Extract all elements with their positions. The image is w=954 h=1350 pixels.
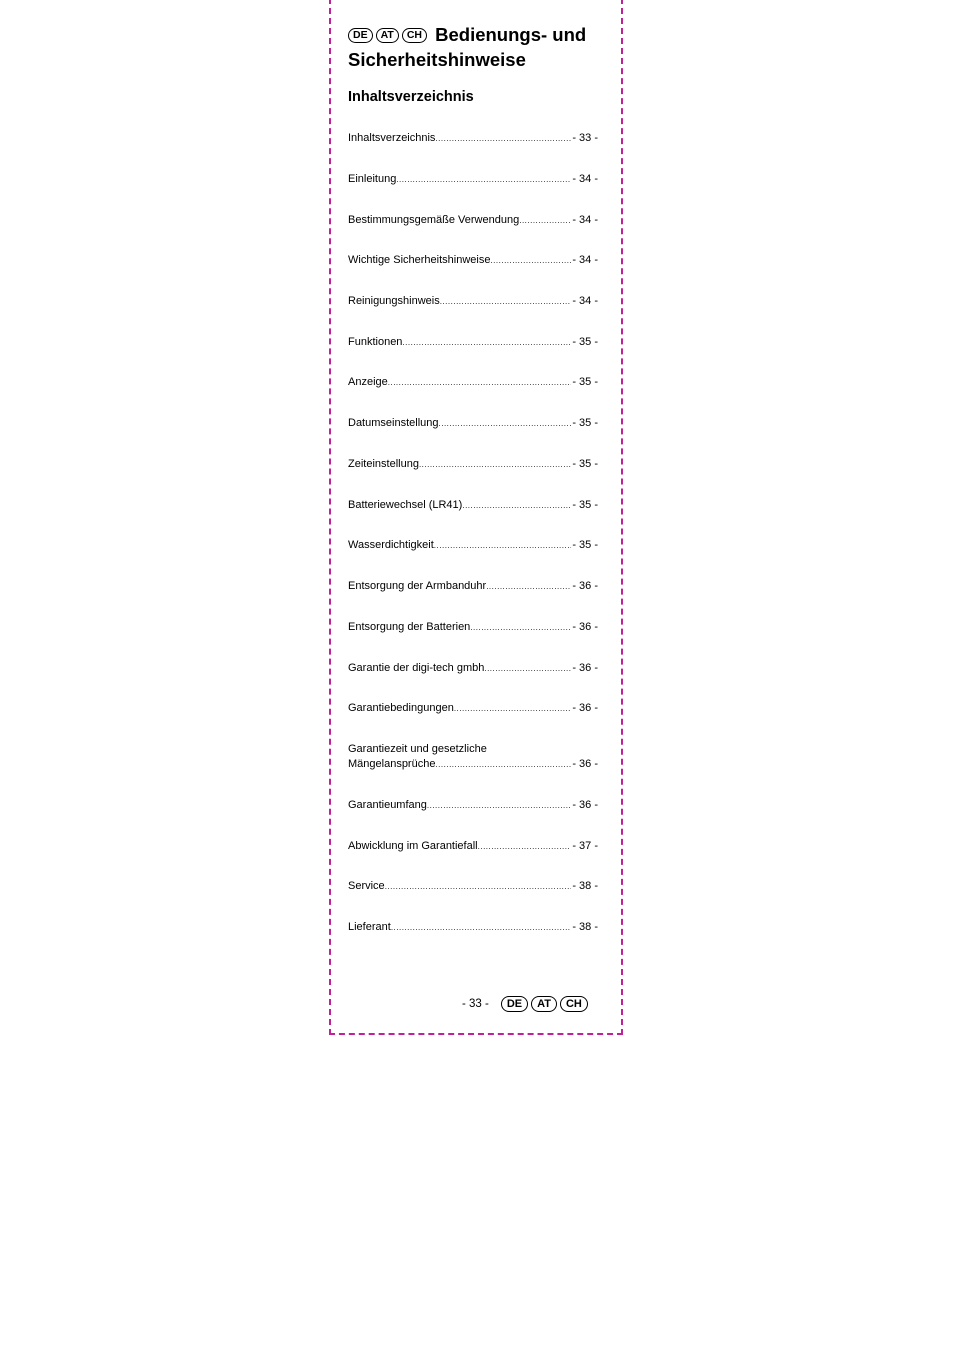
toc-leader-dots [396,172,571,187]
toc-entry[interactable] [348,335,598,350]
toc-entry-label: Mängelansprüche [348,758,436,770]
toc-leader-dots [435,757,571,772]
country-badge-at: AT [531,996,557,1012]
toc-leader-dots [402,335,571,350]
toc-entry[interactable] [348,920,598,935]
toc-entry[interactable] [348,579,598,594]
toc-entry-label-line1: Garantiezeit und gesetzliche [348,743,487,755]
toc-leader-dots [419,457,571,472]
toc-entry-label: Datumseinstellung [348,417,439,429]
document-title [348,22,618,72]
country-badge-ch: CH [560,996,588,1012]
toc-entry-label: Wasserdichtigkeit [348,539,434,551]
toc-entry[interactable] [348,798,598,813]
toc-entry[interactable] [348,457,598,472]
toc-entry[interactable] [348,253,598,268]
toc-entry-label: Inhaltsverzeichnis [348,132,436,144]
toc-entry[interactable] [348,498,598,513]
toc-entry-label: Service [348,880,385,892]
toc-entry-page: - 35 - [572,499,598,511]
toc-entry-page: - 34 - [572,254,598,266]
page-footer [462,995,591,1013]
toc-entry-page: - 35 - [572,458,598,470]
toc-entry-label: Garantie der digi-tech gmbh [348,662,485,674]
country-badge-de: DE [501,996,528,1012]
toc-leader-dots [462,498,571,513]
toc-entry[interactable] [348,742,598,772]
toc-entry-page: - 38 - [572,921,598,933]
toc-leader-dots [440,294,572,309]
toc-entry-page: - 36 - [572,621,598,633]
toc-entry-label: Zeiteinstellung [348,458,419,470]
toc-entry-label: Entsorgung der Batterien [348,621,471,633]
country-badge-at: AT [376,28,399,43]
title-text-1: Bedienungs- und [435,24,587,45]
toc-leader-dots [478,839,572,854]
toc-leader-dots [490,253,571,268]
toc-leader-dots [391,920,572,935]
toc-leader-dots [388,375,572,390]
country-badge-ch: CH [402,28,427,43]
toc-heading: Inhaltsverzeichnis [348,89,474,105]
toc-entry[interactable] [348,172,598,187]
toc-entry-page: - 38 - [572,880,598,892]
toc-entry-page: - 35 - [572,539,598,551]
toc-entry-page: - 34 - [572,295,598,307]
page-number: - 33 - [462,998,489,1010]
toc-leader-dots [427,798,571,813]
toc-entry[interactable] [348,839,598,854]
toc-entry[interactable] [348,538,598,553]
toc-entry-label: Reinigungshinweis [348,295,440,307]
toc-entry-page: - 36 - [572,702,598,714]
toc-leader-dots [434,538,572,553]
toc-entry[interactable] [348,416,598,431]
toc-entry-label: Wichtige Sicherheitshinweise [348,254,491,266]
toc-leader-dots [484,661,571,676]
toc-leader-dots [385,879,572,894]
toc-entry[interactable] [348,294,598,309]
title-line-1 [348,22,618,47]
toc-entry[interactable] [348,213,598,228]
toc-entry-page: - 36 - [572,662,598,674]
toc-entry-page: - 35 - [572,417,598,429]
toc-entry[interactable] [348,131,598,146]
title-line-2: Sicherheitshinweise [348,49,526,70]
toc-entry-label: Garantiebedingungen [348,702,454,714]
toc-entry-label: Abwicklung im Garantiefall [348,840,478,852]
toc-entry-page: - 35 - [572,336,598,348]
toc-entry-page: - 34 - [572,173,598,185]
toc-entry-page: - 37 - [572,840,598,852]
toc-leader-dots [470,620,571,635]
toc-entry-label: Anzeige [348,376,388,388]
toc-entry-label: Funktionen [348,336,403,348]
toc-entry-page: - 36 - [572,758,598,770]
toc-leader-dots [486,579,571,594]
toc-entry-page: - 35 - [572,376,598,388]
toc-entry-page: - 34 - [572,214,598,226]
toc-entry[interactable] [348,375,598,390]
toc-entry-label: Garantieumfang [348,799,427,811]
toc-leader-dots [454,701,572,716]
toc-leader-dots [519,213,571,228]
toc-entry[interactable] [348,701,598,716]
toc-entry-label: Batteriewechsel (LR41) [348,499,463,511]
toc-leader-dots [435,131,571,146]
toc-entry-label: Lieferant [348,921,391,933]
toc-entry[interactable] [348,661,598,676]
toc-entry-label: Einleitung [348,173,397,185]
toc-entry-page: - 33 - [572,132,598,144]
toc-leader-dots [439,416,572,431]
country-badge-de: DE [348,28,373,43]
toc-entry[interactable] [348,620,598,635]
toc-entry-label: Bestimmungsgemäße Verwendung [348,214,520,226]
toc-entry-page: - 36 - [572,799,598,811]
toc-entry-page: - 36 - [572,580,598,592]
toc-entry-label: Entsorgung der Armbanduhr [348,580,487,592]
toc-entry[interactable] [348,879,598,894]
